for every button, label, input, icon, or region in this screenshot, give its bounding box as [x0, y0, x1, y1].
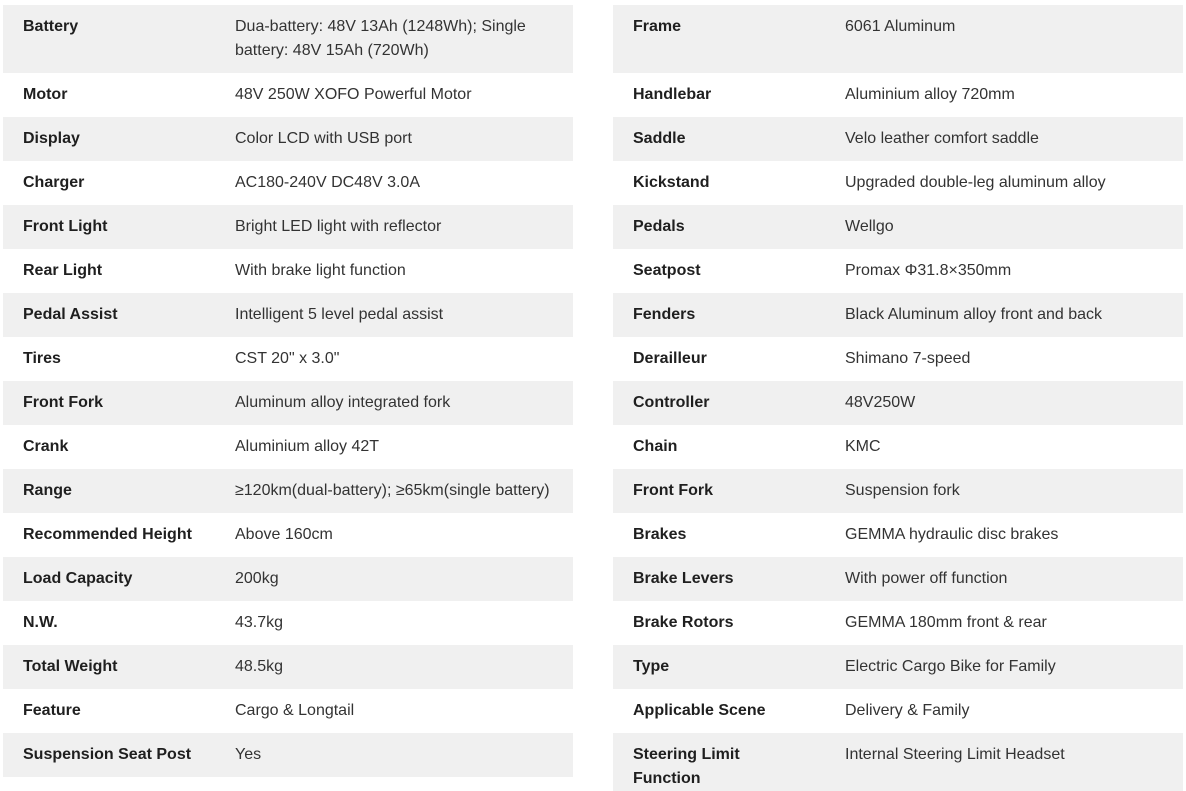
spec-value: Internal Steering Limit Headset — [845, 746, 1065, 763]
spec-label: Recommended Height — [23, 526, 192, 543]
spec-value: 48V250W — [845, 394, 916, 411]
spec-value: Dua-battery: 48V 13Ah (1248Wh); Single battery: 48V 15Ah (720Wh) — [235, 18, 526, 59]
spec-label: Chain — [633, 438, 678, 455]
spec-value: Aluminium alloy 42T — [235, 438, 380, 455]
table-row — [3, 381, 573, 425]
spec-label: Pedals — [633, 218, 685, 235]
spec-value: Suspension fork — [845, 482, 960, 499]
spec-label: Pedal Assist — [23, 306, 118, 323]
spec-label: Kickstand — [633, 174, 710, 191]
spec-table-left-body — [3, 5, 573, 777]
spec-value: AC180-240V DC48V 3.0A — [235, 174, 420, 191]
spec-value: 48.5kg — [235, 658, 284, 675]
table-row — [613, 513, 1183, 557]
spec-label: Fenders — [633, 306, 696, 323]
spec-value: Velo leather comfort saddle — [845, 130, 1039, 147]
table-row — [3, 337, 573, 381]
table-row — [3, 293, 573, 337]
spec-label: Saddle — [633, 130, 686, 147]
table-row — [3, 205, 573, 249]
spec-value: Aluminum alloy integrated fork — [235, 394, 451, 411]
spec-value: 6061 Aluminum — [845, 18, 956, 35]
table-row — [613, 161, 1183, 205]
table-row — [3, 469, 573, 513]
spec-label: Crank — [23, 438, 69, 455]
spec-value: CST 20" x 3.0" — [235, 350, 340, 367]
spec-label: Display — [23, 130, 80, 147]
spec-label: Controller — [633, 394, 710, 411]
spec-value: Electric Cargo Bike for Family — [845, 658, 1056, 675]
table-row — [613, 117, 1183, 161]
spec-label: Brake Levers — [633, 570, 734, 587]
spec-value: GEMMA 180mm front & rear — [845, 614, 1047, 631]
table-row — [613, 557, 1183, 601]
spec-label: Seatpost — [633, 262, 701, 279]
spec-label: Load Capacity — [23, 570, 133, 587]
spec-label: Front Light — [23, 218, 108, 235]
spec-value: Shimano 7-speed — [845, 350, 971, 367]
spec-value: KMC — [845, 438, 881, 455]
spec-label: Suspension Seat Post — [23, 746, 192, 763]
spec-value: Intelligent 5 level pedal assist — [235, 306, 444, 323]
spec-table-right — [613, 5, 1183, 791]
spec-value: With power off function — [845, 570, 1008, 587]
table-row — [3, 645, 573, 689]
table-row — [613, 645, 1183, 689]
table-row — [3, 733, 573, 777]
spec-label: Applicable Scene — [633, 702, 766, 719]
spec-value: ≥120km(dual-battery); ≥65km(single battery) — [235, 482, 550, 499]
spec-value: Yes — [235, 746, 262, 763]
spec-label: Derailleur — [633, 350, 707, 367]
table-row — [613, 337, 1183, 381]
table-row — [613, 469, 1183, 513]
table-row — [613, 205, 1183, 249]
table-row — [3, 73, 573, 117]
spec-table-right-body — [613, 5, 1183, 791]
table-row — [613, 293, 1183, 337]
spec-value: Above 160cm — [235, 526, 333, 543]
spec-label: Total Weight — [23, 658, 118, 675]
table-row — [613, 733, 1183, 791]
spec-label: Type — [633, 658, 670, 675]
table-row — [3, 425, 573, 469]
spec-label: Motor — [23, 86, 68, 103]
spec-value: Promax Φ31.8×350mm — [845, 262, 1012, 279]
spec-value: 43.7kg — [235, 614, 284, 631]
table-row — [3, 5, 573, 73]
table-row — [613, 249, 1183, 293]
table-row — [613, 381, 1183, 425]
spec-label: Front Fork — [23, 394, 103, 411]
table-row — [3, 161, 573, 205]
table-row — [613, 425, 1183, 469]
spec-value: Aluminium alloy 720mm — [845, 86, 1015, 103]
spec-value: Delivery & Family — [845, 702, 970, 719]
table-row — [3, 249, 573, 293]
spec-label: N.W. — [23, 614, 58, 631]
spec-label: Tires — [23, 350, 61, 367]
spec-label: Feature — [23, 702, 81, 719]
spec-label: Steering Limit Function — [633, 746, 740, 787]
table-row — [613, 5, 1183, 73]
spec-value: 200kg — [235, 570, 279, 587]
spec-value: Bright LED light with reflector — [235, 218, 442, 235]
spec-value: With brake light function — [235, 262, 406, 279]
spec-value: Black Aluminum alloy front and back — [845, 306, 1103, 323]
spec-label: Brakes — [633, 526, 687, 543]
spec-value: Upgraded double-leg aluminum alloy — [845, 174, 1106, 191]
table-row — [3, 557, 573, 601]
spec-value: Wellgo — [845, 218, 894, 235]
spec-label: Range — [23, 482, 72, 499]
spec-label: Rear Light — [23, 262, 103, 279]
spec-label: Brake Rotors — [633, 614, 734, 631]
spec-label: Frame — [633, 18, 682, 35]
table-row — [3, 513, 573, 557]
spec-label: Front Fork — [633, 482, 713, 499]
table-row — [3, 601, 573, 645]
spec-label: Battery — [23, 18, 79, 35]
table-row — [3, 689, 573, 733]
spec-value: Color LCD with USB port — [235, 130, 412, 147]
spec-value: GEMMA hydraulic disc brakes — [845, 526, 1059, 543]
table-row — [3, 117, 573, 161]
table-row — [613, 73, 1183, 117]
spec-table-left — [3, 5, 573, 777]
spec-value: 48V 250W XOFO Powerful Motor — [235, 86, 472, 103]
spec-label: Handlebar — [633, 86, 712, 103]
spec-label: Charger — [23, 174, 85, 191]
spec-value: Cargo & Longtail — [235, 702, 355, 719]
table-row — [613, 601, 1183, 645]
table-row — [613, 689, 1183, 733]
